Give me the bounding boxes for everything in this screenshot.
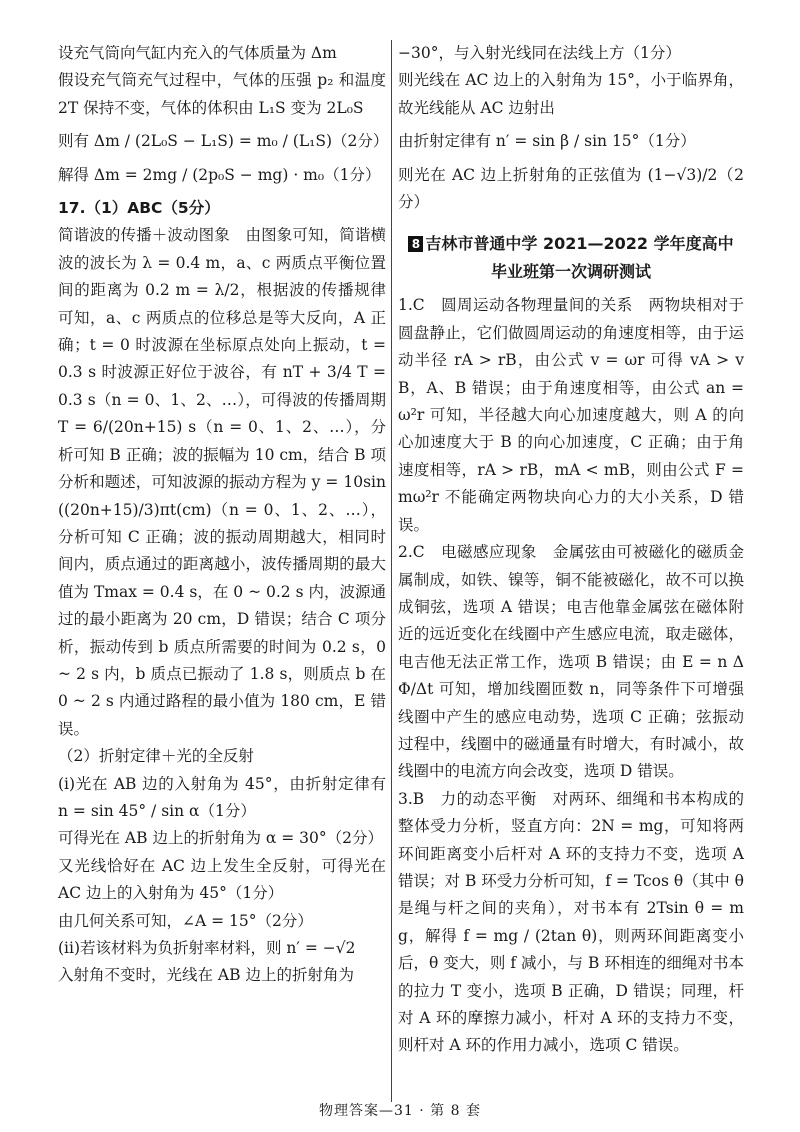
paragraph: (ii)若该材料为负折射率材料，则 n′ = −√2 — [58, 939, 356, 957]
set-number-badge: 8 — [408, 236, 423, 252]
equation-line: 则光在 AC 边上折射角的正弦值为 (1−√3)/2（2分） — [398, 165, 744, 212]
section-heading — [398, 230, 744, 286]
paragraph: 可得光在 AB 边上的折射角为 α = 30°（2分） — [58, 829, 384, 848]
paragraph: 假设充气筒充气过程中，气体的压强 p₂ 和温度 2T 保持不变，气体的体积由 L₁S 变为 2L₀S — [58, 71, 386, 117]
paragraph: 入射角不变时，光线在 AB 边上的折射角为 — [58, 966, 354, 985]
section-title-line2: 毕业班第一次调研测试 — [490, 262, 651, 282]
paragraph: 则光线在 AC 边上的入射角为 15°，小于临界角，故光线能从 AC 边射出 — [398, 71, 744, 117]
paragraph: 简谐波的传播＋波动图象 由图象可知，简谐横波的波长为 λ = 0.4 m，a、c 两质点平衡位置间的距离为 0.2 m = λ/2，根据波的传播规律可知，a、c 两质点的位移总是等大反向，A 正确；t = 0 时波源在坐标原点处向上振动，t = 0.3 s 时波源正好位于波谷，有 nT + 3/4 T = 0.3 s（n = 0、1、2、…），可得波的传播周期 T = 6/(20n+15) s（n = 0、1、2、…），分析可知 B 正确；波的振幅为 10 cm，结合 B 项分析和题述，可知波源的振动方程为 y = 10sin((20n+15)/3)πt(cm)（n = 0、1、2、…），分析可知 C 正确；波的振动周期越大，相同时间内，质点通过的距离越小，波传播周期的最大值为 Tmax = 0.4 s，在 0 ~ 0.2 s 内，波源通过的最小距离为 20 cm，D 错误；结合 C 项分析，振动传到 b 质点所需要的时间为 0.2 s，0 ~ 2 s 内，b 质点已振动了 1.8 s，则质点 b 在 0 ~ 2 s 内通过路程的最小值为 180 cm，E 错误。 — [58, 226, 386, 738]
column-divider — [391, 40, 392, 1102]
answer-3: 3.B 力的动态平衡 对两环、细绳和书本构成的整体受力分析，竖直方向：2N = mg，可知将两环间距离变小后杆对 A 环的支持力不变，选项 A 错误；对 B 环受力分析可知，f = Tcos θ（其中 θ 是绳与杆之间的夹角），对书本有 2Tsin θ = mg，解得 f = mg / (2tan θ)，则两环间距离变小后，θ 变大，则 f 减小，与 B 环相连的细绳对书本的拉力 T 变小，选项 B 正确，D 错误；同理，杆对 A 环的摩擦力减小，杆对 A 环的支持力不变，则杆对 A 环的作用力减小，选项 C 错误。 — [398, 789, 744, 1055]
page-footer: 物理答案—31 · 第 8 套 — [319, 1103, 481, 1119]
answer-1: 1.C 圆周运动各物理量间的关系 两物块相对于圆盘静止，它们做圆周运动的角速度相等，由于运动半径 rA > rB，由公式 v = ωr 可得 vA > vB，A、B 错误；由于角速度相等，由公式 an = ω²r 可知，半径越大向心加速度越大，则 A 的向心加速度大于 B 的向心加速度，C 正确；由于角速度相等，rA > rB，mA < mB，则由公式 F = mω²r 不能确定两物块向心力的大小关系，D 错误。 — [398, 296, 744, 534]
right-column — [398, 40, 744, 1060]
left-column — [58, 40, 389, 990]
equation-line: 则有 Δm / (2L₀S − L₁S) = m₀ / (L₁S)（2分） — [58, 132, 389, 151]
paragraph: 又光线恰好在 AC 边上发生全反射，可得光在 AC 边上的入射角为 45°（1分） — [58, 856, 386, 903]
section-title-line1: 吉林市普通中学 2021—2022 学年度高中 — [425, 234, 734, 254]
question-17-heading: 17.（1）ABC（5分） — [58, 199, 220, 218]
sub-heading: （2）折射定律＋光的全反射 — [58, 747, 254, 766]
paragraph: 设充气筒向气缸内充入的气体质量为 Δm — [58, 44, 337, 62]
equation-line: 由折射定律有 n′ = sin β / sin 15°（1分） — [398, 132, 696, 151]
paragraph: −30°，与入射光线同在法线上方（1分） — [398, 44, 681, 62]
paragraph: 由几何关系可知，∠A = 15°（2分） — [58, 911, 313, 930]
equation-line: 解得 Δm = 2mg / (2p₀S − mg) · m₀（1分） — [58, 165, 381, 184]
answer-2: 2.C 电磁感应现象 金属弦由可被磁化的磁质金属制成，如铁、镍等，铜不能被磁化，故不可以换成铜弦，选项 A 错误；电吉他靠金属弦在磁体附近的远近变化在线圈中产生感应电流，取走磁体，电吉他无法正常工作，选项 B 错误；由 E = n ΔΦ/Δt 可知，增加线圈匝数 n，同等条件下可增强线圈中产生的感应电动势，选项 C 正确；弦振动过程中，线圈中的磁通量有时增大，有时减小，故线圈中的电流方向会改变，选项 D 错误。 — [398, 543, 744, 781]
paragraph: (i)光在 AB 边的入射角为 45°，由折射定律有 n = sin 45° / sin α（1分） — [58, 774, 386, 820]
